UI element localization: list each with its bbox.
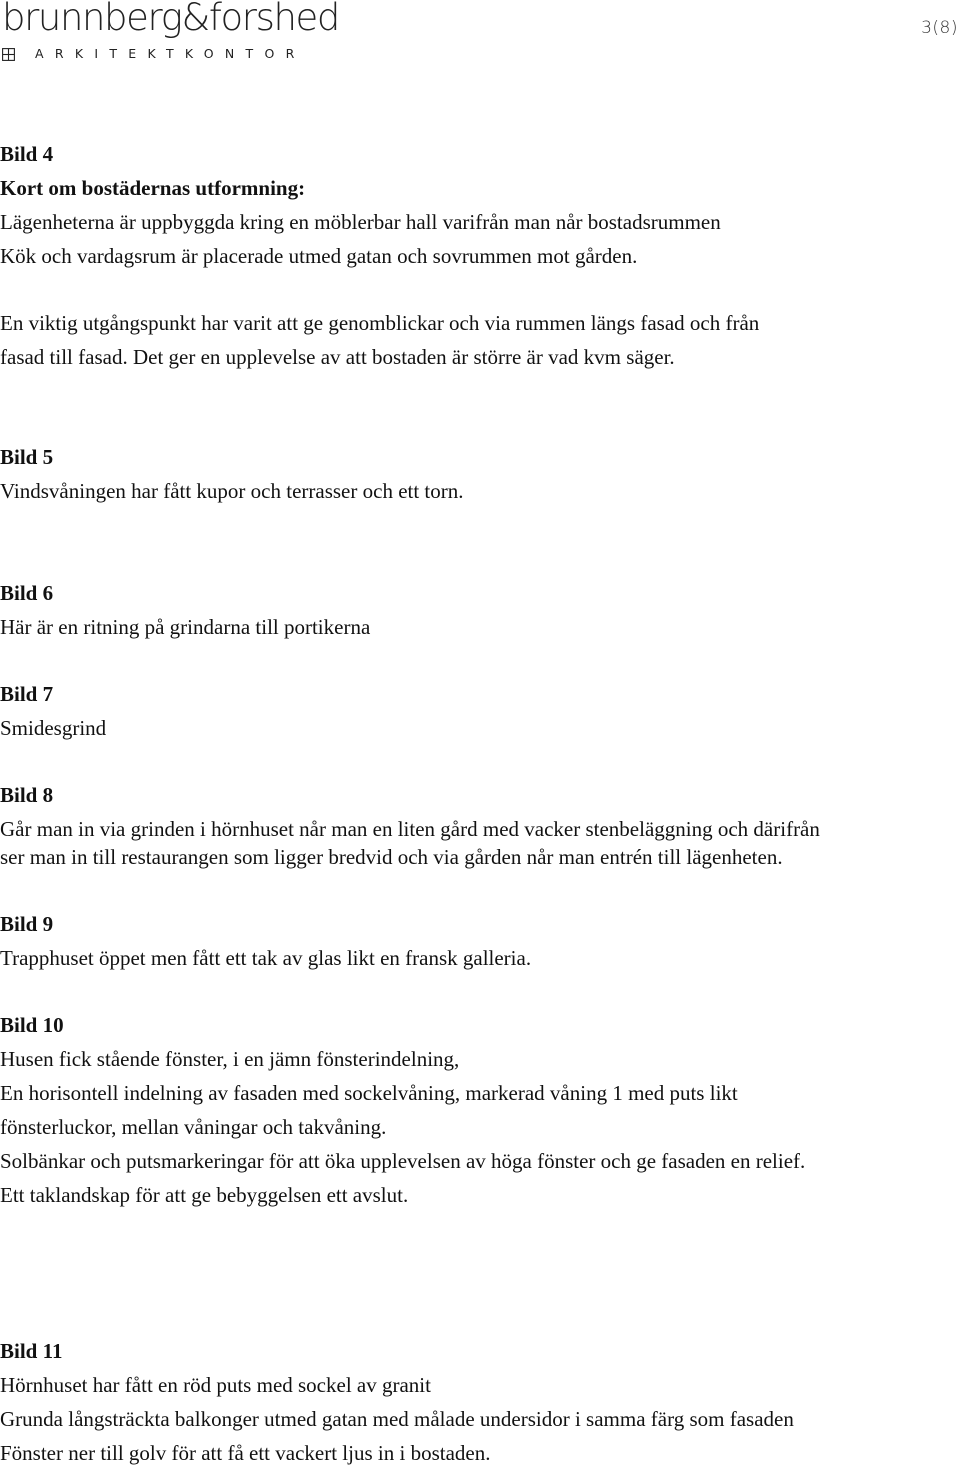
section-bild-6 [0,576,956,644]
paragraph-line: fasad till fasad. Det ger en upplevelse av att bostaden är större är vad kvm säger. [0,345,675,369]
paragraph-line: En viktig utgångspunkt har varit att ge genomblickar och via rummen längs fasad och från [0,311,760,335]
paragraph-line: Här är en ritning på grindarna till portikerna [0,615,371,639]
logo-subtitle: ARKITEKTKONTOR [35,46,306,61]
section-bild-10 [0,1008,956,1212]
section-heading: Bild 4 [0,142,54,166]
paragraph-line: fönsterluckor, mellan våningar och takvåning. [0,1115,387,1139]
paragraph-line: Hörnhuset har fått en röd puts med sockel av granit [0,1373,431,1397]
paragraph-line: Går man in via grinden i hörnhuset når man en liten gård med vacker stenbeläggning och därifrån [0,817,820,841]
paragraph-line: Lägenheterna är uppbyggda kring en möblerbar hall varifrån man når bostadsrummen [0,210,721,234]
grid-icon [2,48,15,61]
section-bild-11 [0,1334,956,1470]
paragraph-line: Husen fick stående fönster, i en jämn fönsterindelning, [0,1047,460,1071]
section-bild-8 [0,778,956,871]
section-heading: Bild 11 [0,1339,63,1363]
paragraph-line: Vindsvåningen har fått kupor och terrasser och ett torn. [0,479,464,503]
section-bild-4 [0,137,956,273]
logo-subtitle-row [2,45,306,63]
paragraph-line: Trapphuset öppet men fått ett tak av glas likt en fransk galleria. [0,946,532,970]
section-subheading: Kort om bostädernas utformning: [0,176,306,200]
paragraph-line: ser man in till restaurangen som ligger bredvid och via gården når man entrén till lägenheten. [0,845,783,869]
section-bild-4-continued [0,306,956,374]
page-header [0,0,960,70]
section-bild-5 [0,440,956,508]
section-heading: Bild 10 [0,1013,64,1037]
paragraph-line: En horisontell indelning av fasaden med sockelvåning, markerad våning 1 med puts likt [0,1081,738,1105]
company-logo [2,0,339,66]
section-heading: Bild 8 [0,783,54,807]
paragraph-line: Solbänkar och putsmarkeringar för att öka upplevelsen av höga fönster och ge fasaden en relief. [0,1149,806,1173]
section-heading: Bild 5 [0,445,54,469]
section-heading: Bild 9 [0,912,54,936]
paragraph-line: Kök och vardagsrum är placerade utmed gatan och sovrummen mot gården. [0,244,638,268]
paragraph-line: Ett taklandskap för att ge bebyggelsen ett avslut. [0,1183,409,1207]
section-bild-7 [0,677,956,745]
page-number: 3(8) [921,18,958,38]
logo-wordmark: brunnberg&forshed [2,0,339,39]
paragraph-line: Grunda långsträckta balkonger utmed gatan med målade undersidor i samma färg som fasaden [0,1407,794,1431]
section-heading: Bild 6 [0,581,54,605]
paragraph-line: Fönster ner till golv för att få ett vackert ljus in i bostaden. [0,1441,491,1465]
section-bild-9 [0,907,956,975]
section-heading: Bild 7 [0,682,54,706]
paragraph-line: Smidesgrind [0,716,107,740]
